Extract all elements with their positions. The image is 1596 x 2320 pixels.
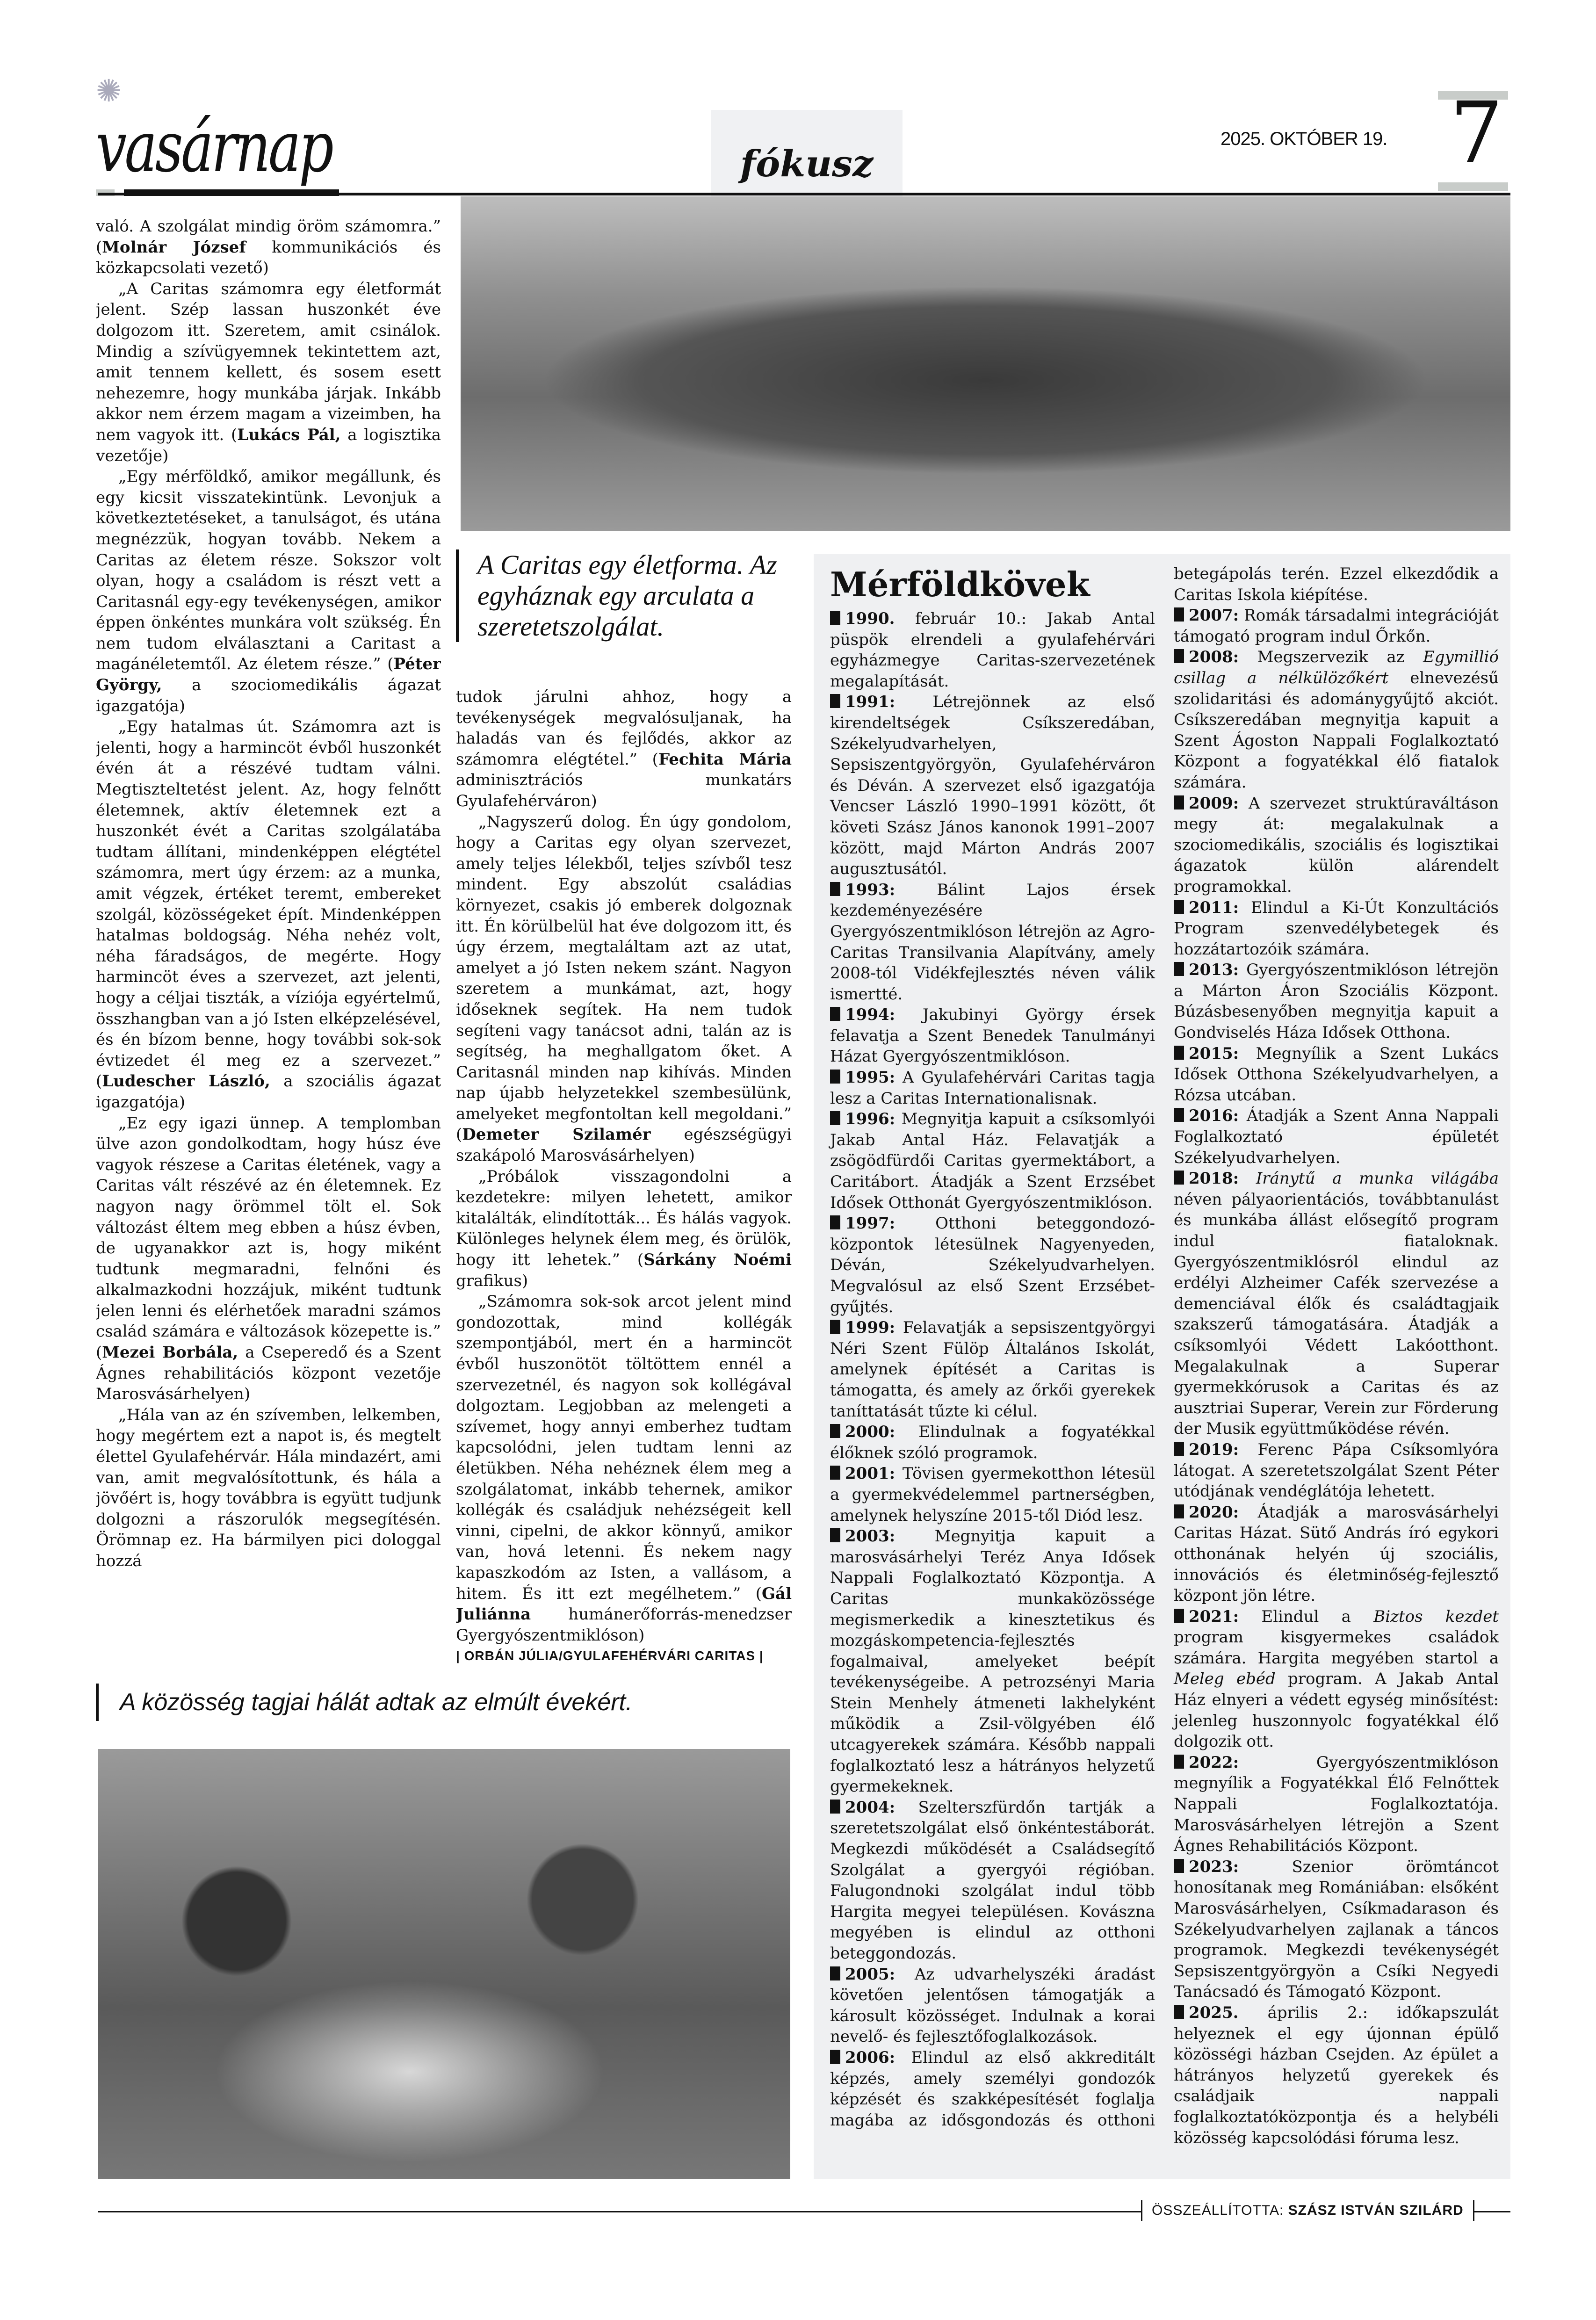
- article-column-2: [456, 687, 792, 1669]
- person-name: Lukács Pál,: [237, 425, 341, 444]
- text-run: Elindul az első akkreditált képzés, amely személyi gondozók képzését és szakképesítését foglalja magába az idősgondozás és otthoni betegápolás terén. Ezzel elkezdődik a Caritas Iskola kiépítése.: [830, 564, 1499, 2130]
- milestone-item: [1174, 1502, 1499, 1606]
- person-name: Mezei Borbála,: [102, 1343, 238, 1362]
- milestone-item: [830, 1067, 1155, 1109]
- bullet-square-icon: [830, 1215, 840, 1229]
- text-run: Elindulnak a fogyatékkal élőknek szóló programok.: [830, 1423, 1155, 1462]
- milestone-year: 1993:: [845, 880, 895, 899]
- pull-quote: A Caritas egy életforma. Az egyháznak egy arculata a szeretetszolgálat.: [456, 549, 790, 642]
- text-run: április 2.: időkapszulát helyeznek el egy újonnan épülő közösségi házban Csejden. Az épület a hátrányos helyzetű gyerekek és családjaik nappali foglalkoztatóközpontja és a helybéli közösség kapcsolódási fóruma lesz.: [1174, 2003, 1499, 2147]
- text-run: tudok járulni ahhoz, hogy a tevékenységek megvalósuljanak, ha haladás van és fejlődés, akkor az számomra elégtétel.” (: [456, 687, 792, 769]
- compiled-by-author: SZÁSZ ISTVÁN SZILÁRD: [1288, 2203, 1464, 2218]
- milestones-columns: [830, 564, 1499, 2172]
- bullet-square-icon: [830, 611, 840, 625]
- milestone-item: [1174, 1752, 1499, 1857]
- article-paragraph: [96, 1405, 441, 1572]
- milestone-year: 1991:: [845, 693, 895, 712]
- article-paragraph: [96, 466, 441, 716]
- text-run: elnevezésű szolidaritási és adománygyűjtő akciót. Csíkszeredában megnyitja kapuit a Szent Ágoston Nappali Foglalkoztató Központ a fogyatékkal élő fiatalok számára.: [1174, 668, 1499, 792]
- person-name: Demeter Szilamér: [462, 1125, 651, 1144]
- bullet-square-icon: [1174, 607, 1184, 622]
- text-run: „Számomra sok-sok arcot jelent mind gondozottak, mind kollégák szempontjából, mert én a harmincöt évből huszonötöt töltöttem ennél a szervezetnél, és nagyon sok kollégával dolgoztam. Legjobban az melengeti a szívemet, hogy annyi emberhez tudtam kapcsolódni, jelen tudtam lenni az életükben. Néha nehéznek élem meg a szolgálatomat, inkább tehernek, amikor kollégák és családjuk nehézségeit kell vinni, cipelni, de akkor könnyű, amikor van, hová letenni. És nekem nagy kapaszkodóm az Isten, a vallásom, a hitem. És itt ezt megélhetem.” (: [456, 1292, 792, 1603]
- milestone-year: 2011:: [1189, 898, 1239, 917]
- milestone-item: [1174, 647, 1499, 793]
- milestone-year: 2015:: [1189, 1044, 1239, 1063]
- milestone-item: [830, 1422, 1155, 1463]
- bullet-square-icon: [830, 1528, 840, 1542]
- milestone-year: 1994:: [845, 1005, 895, 1025]
- article-paragraph: [96, 716, 441, 1113]
- bullet-square-icon: [830, 1466, 840, 1480]
- bullet-square-icon: [830, 1007, 840, 1021]
- milestone-year: 2007:: [1189, 606, 1239, 625]
- program-title: Biztos kezdet: [1373, 1607, 1499, 1626]
- milestone-item: [830, 608, 1155, 692]
- text-run: Megnyitja kapuit a csíksomlyói Jakab Antal Ház. Felavatják a zsögödfürdői Caritas gyermektábort, a Caritábort. Átadják a Szent Erzsébet Idősek Otthonát Gyergyószentmiklóson.: [830, 1110, 1155, 1212]
- bullet-square-icon: [1174, 795, 1184, 809]
- text-run: Megnyílik a Szent Lukács Idősek Otthona Székelyudvarhelyen, a Rózsa utcában.: [1174, 1044, 1499, 1105]
- bullet-square-icon: [830, 1800, 840, 1814]
- milestone-year: 2003:: [845, 1527, 895, 1546]
- text-run: Az udvarhelyszéki áradást követően jelentősen támogatják a károsult közösséget. Indulnak a korai nevelő- és fejlesztőfoglalkozások.: [830, 1965, 1155, 2046]
- milestone-year: 1995:: [845, 1068, 895, 1087]
- person-name: Fechita Mária: [658, 750, 792, 769]
- milestone-year: 2006:: [845, 2048, 895, 2067]
- text-run: Romák társadalmi integrációját támogató program indul Őrkőn.: [1174, 606, 1499, 646]
- bullet-square-icon: [830, 694, 840, 708]
- text-run: egészségügyi szakápoló Marosvásárhelyen): [456, 1125, 792, 1165]
- community-photo: [98, 1749, 790, 2179]
- program-title: Meleg ebéd: [1174, 1670, 1276, 1689]
- bullet-square-icon: [1174, 1046, 1184, 1060]
- text-run: „A Caritas számomra egy életformát jelent. Szép lassan huszonkét éve dolgozom itt. Szeretem, amit csinálok. Mindig a szívügyemnek tekintettem azt, amit tennem kellett, és sosem esett nehezemre, hogy munkába járjak. Inkább akkor nem érzem magam a vizeimben, ha nem vagyok itt. (: [96, 279, 441, 444]
- milestone-year: 2001:: [845, 1464, 895, 1483]
- text-run: „Nagyszerű dolog. Én úgy gondolom, hogy a Caritas egy olyan szervezet, amely teljes lélekből, teljes szívből tesz mindent. Egy abszolút családias környezet, csakis jó emberek dolgoznak itt. Én körülbelül hat éve dolgozom itt, és úgy érzem, megtaláltam azt az utat, amelyet a jó Isten nekem szánt. Nagyon szeretem a munkámat, azt, hogy időseknek segítek. Ha nem tudok segíteni vagy tanácsot adni, talán az is segítség, ha meghallgatom őket. A Caritasnál minden nap kihívás. Minden nap újabb helyzetekkel szembesülünk, amelyeket megfontoltan kell megoldani.” (: [456, 812, 792, 1144]
- bullet-square-icon: [830, 1320, 840, 1334]
- milestone-item: [830, 1463, 1155, 1526]
- text-run: „Egy mérföldkő, amikor megállunk, és egy kicsit visszatekintünk. Levonjuk a következtetéseket, a tanulságot, és utána megnézzük, hogyan tovább. Nekem a Caritas az életem része. Sokszor volt olyan, hogy a családom is részt vett a Caritasnál egy-egy tevékenységen, amikor éppen önkéntes munkára volt szükség. Én nem tudom elválasztani a Caritast a magánéletemtől. Az életem része.” (: [96, 467, 441, 674]
- text-run: program kisgyermekes családok számára. Hargita megyében startol a: [1174, 1628, 1499, 1668]
- text-run: kommunikációs és közkapcsolati vezető): [96, 238, 441, 278]
- text-run: „Egy hatalmas út. Számomra azt is jelenti, hogy a harmincöt évből huszonkét évén át a részévé tudtam válni. Megtiszteltetést jelent. Az, hogy felnőtt életemnek, aktív életemnek ezt a huszonkét évét a Caritas szolgálatába tudtam állítani, mindenképpen elégtétel számomra, mert úgy érzem: az a munka, amit végzek, értéket teremt, embereket szolgál, közösségeket épít. Mindenképpen hatalmas boldogság. Néha nehéz volt, néha fáradságos, de megérte. Hogy harmincöt éves a szervezet, azt jelenti, hogy a céljai tiszták, a víziója egyértelmű, összhangban van a jó Isten elképzelésével, és én bízom benne, hogy további sok-sok évtizedet él meg ez a szervezet.” (: [96, 717, 441, 1091]
- article-paragraph: [96, 279, 441, 466]
- text-run: Átadják a Szent Anna Nappali Foglalkoztató épületét Székelyudvarhelyen.: [1174, 1106, 1499, 1167]
- milestone-year: 2005:: [845, 1965, 895, 1984]
- milestone-year: 1990.: [845, 609, 895, 628]
- milestone-item: [1174, 2002, 1499, 2148]
- milestone-year: 2023:: [1189, 1857, 1239, 1876]
- group-photo: [461, 196, 1510, 531]
- article-byline: | ORBÁN JÚLIA/GYULAFEHÉRVÁRI CARITAS |: [456, 1648, 764, 1663]
- milestones-list: [830, 564, 1499, 2172]
- milestone-year: 2013:: [1189, 961, 1239, 980]
- milestone-item: [1174, 1168, 1499, 1439]
- milestone-item: [830, 1317, 1155, 1422]
- text-run: A Gyulafehérvári Caritas tagja lesz a Caritas Internationalisnak.: [830, 1068, 1155, 1108]
- milestone-item: [1174, 605, 1499, 647]
- person-name: Gál Juliánna: [456, 1584, 792, 1624]
- section-label: fókusz: [740, 143, 874, 185]
- bullet-square-icon: [1174, 1859, 1184, 1873]
- text-run: Tövisen gyermekotthon létesül a gyermekvédelemmel partnerségben, amelynek helyszíne 2015-től Diód lesz.: [830, 1464, 1155, 1525]
- text-run: Elindul a: [1239, 1607, 1374, 1626]
- person-name: Molnár József: [102, 238, 246, 257]
- text-run: a logisztika vezetője): [96, 425, 441, 465]
- text-run: Felavatják a sepsiszentgyörgyi Néri Szent Fülöp Általános Iskolát, amelynek építését a Caritas is támogatta, és amely az őrkői gyerekek taníttatását tűzte ki célul.: [830, 1318, 1155, 1421]
- issue-date: 2025. OKTÓBER 19.: [1220, 129, 1387, 149]
- article-paragraph: [96, 216, 441, 279]
- text-run: program. A Jakab Antal Ház elnyeri a védett egység minősítést: jelenleg huszonnyolc fogyatékkal élő dolgozik ott.: [1174, 1670, 1499, 1751]
- text-run: „Hála van az én szívemben, lelkemben, hogy megértem ezt a napot is, és megtelt élettel Gyulafehérvár. Hála mindazért, ami van, amit megvalósítottunk, és hála a jövőért is, hogy továbbra is együtt tudjunk dolgozni a rászorulók megsegítésén. Örömnap ez. Ha bármilyen pici dologgal hozzá: [96, 1405, 441, 1570]
- article-paragraph: [456, 687, 792, 812]
- bullet-square-icon: [830, 1424, 840, 1438]
- bullet-square-icon: [1174, 962, 1184, 976]
- milestone-item: [1174, 1043, 1499, 1106]
- bullet-square-icon: [1174, 1108, 1184, 1122]
- header-rule: [98, 193, 1510, 195]
- text-run: néven pályaorientációs, továbbtanulást és munkába állást elősegítő program indul fiataloknak. Gyergyószentmiklósról elindul az erdélyi Alzheimer Cafék szervezése a demenciával élők és családtagjaik szakszerű támogatására. Átadják a csíksomlyói Védett Lakóotthont. Megalakulnak a Superar gyermekkórusok a Caritas és az ausztriai Superar, Verein zur Förderung der Musik együttműködése révén.: [1174, 1190, 1499, 1438]
- text-run: grafikus): [456, 1271, 528, 1290]
- milestone-year: 1999:: [845, 1318, 895, 1337]
- milestone-year: 2019:: [1189, 1440, 1239, 1459]
- text-run: a Cseperedő és a Szent Ágnes rehabilitációs központ vezetője Marosvásárhelyen): [96, 1343, 441, 1404]
- milestone-item: [1174, 960, 1499, 1043]
- bullet-square-icon: [1174, 649, 1184, 663]
- article-column-1: [96, 216, 441, 1670]
- text-run: a szociomedikális ágazat igazgatója): [96, 676, 441, 716]
- article-paragraph: [456, 1291, 792, 1646]
- milestone-year: 2008:: [1189, 648, 1239, 667]
- text-run: Gyergyószentmiklóson létrejön a Márton Áron Szociális Központ. Búzásbesenyőben megnyitja kapuit a Gondviselés Háza Idősek Otthona.: [1174, 961, 1499, 1042]
- milestone-year: 1997:: [845, 1214, 895, 1233]
- person-name: Ludescher László,: [102, 1072, 270, 1091]
- text-run: „Próbálok visszagondolni a kezdetekre: milyen lehetett, amikor kitalálták, elindították... És hálás vagyok. Különleges helynek élem meg, és örülök, hogy itt lehetek.” (: [456, 1167, 792, 1270]
- bullet-square-icon: [830, 1111, 840, 1125]
- text-run: Jakubinyi György érsek felavatja a Szent Benedek Tanulmányi Házat Gyergyószentmiklóson.: [830, 1005, 1155, 1066]
- milestone-year: 2021:: [1189, 1607, 1239, 1626]
- text-run: „Ez egy igazi ünnep. A templomban ülve azon gondolkodtam, hogy húsz éve vagyok részese a Caritas életének, vagy a Caritas vált részévé az én életemnek. Ez nagyon nagy örömmel tölt el. Sok változást éltem meg ebben a húsz évben, de ugyanakkor azt is, hogy miként tudtunk megmaradni, felnőni és alkalmazkodni hozzájuk, miként tudtunk jelen lenni és elérhetőek maradni számos család számára e változások közepette is.” (: [96, 1113, 441, 1362]
- text-run: Ferenc Pápa Csíksomlyóra látogat. A szeretetszolgálat Szent Péter utódjának vendéglátója lehetett.: [1174, 1440, 1499, 1501]
- bullet-square-icon: [1174, 1171, 1184, 1185]
- compiled-by-label: ÖSSZEÁLLÍTOTTA:: [1152, 2203, 1284, 2218]
- milestone-year: 2018:: [1189, 1169, 1239, 1188]
- text-run: Otthoni beteggondozó-központok létesülnek Nagyenyeden, Déván, Székelyudvarhelyen. Megvalósul az első Szent Erzsébet-gyűjtés.: [830, 1214, 1155, 1316]
- masthead-logo: [96, 73, 348, 206]
- text-run: Szenior örömtáncot honosítanak meg Romániában: elsőként Marosvásárhelyen, Csíkmadarason és Székelyudvarhelyen zajlanak a táncos programok. Megkezdi tevékenységét Sepsiszentgyörgyön a Csíki Negyedi Tanácsadó és Támogató Központ.: [1174, 1857, 1499, 2002]
- milestone-item: [830, 880, 1155, 1005]
- text-run: humánerőforrás-menedzser Gyergyószentmiklóson): [456, 1605, 792, 1645]
- text-run: adminisztrációs munkatárs Gyulafehérváron): [456, 771, 792, 810]
- milestone-year: 2000:: [845, 1423, 895, 1442]
- text-run: [1239, 1169, 1256, 1188]
- bullet-square-icon: [1174, 900, 1184, 914]
- milestone-item: [1174, 1439, 1499, 1502]
- text-run: Megnyitja kapuit a marosvásárhelyi Teréz Anya Idősek Nappali Foglalkoztató Központja. A Caritas munkaközössége megismerkedik a kinesztetikus és mozgáskompetencia-fejlesztés fogalmaival, amelyeket beépít tevékenységeibe. A petrozsényi Maria Stein Menhely átmeneti lakhelyként működik a Zsil-völgyében élő utcagyerekek számára. Később nappali foglalkoztató lesz a hátrányos helyzetű gyermekeknek.: [830, 1527, 1155, 1796]
- text-run: Megszervezik az: [1239, 648, 1423, 667]
- photo-caption: A közösség tagjai hálát adtak az elmúlt évekért.: [96, 1684, 793, 1721]
- sunburst-icon: ✺: [96, 73, 122, 109]
- milestone-item: [1174, 1606, 1499, 1752]
- article-paragraph: [456, 1166, 792, 1292]
- bullet-square-icon: [830, 2050, 840, 2064]
- person-name: Sárkány Noémi: [643, 1250, 792, 1270]
- page-number-box: [1438, 84, 1508, 185]
- article-paragraph: [96, 1113, 441, 1405]
- bullet-square-icon: [1174, 1504, 1184, 1518]
- milestone-year: 2004:: [845, 1798, 895, 1817]
- milestone-item: [830, 1964, 1155, 2047]
- program-title: Iránytű a munka világába: [1256, 1169, 1499, 1188]
- bullet-square-icon: [1174, 1609, 1184, 1623]
- text-run: A szervezet struktúraváltáson megy át: megalakulnak a szociomedikális, szociális és logisztikai ágazatok külön alárendelt programokkal.: [1174, 794, 1499, 896]
- compiled-by: [1141, 2200, 1474, 2221]
- program-title: Egymillió csillag a nélkülözőkért: [1174, 648, 1499, 687]
- milestone-item: [830, 1109, 1155, 1213]
- person-name: Péter György,: [96, 655, 441, 695]
- milestone-item: [830, 1526, 1155, 1797]
- milestone-year: 2025.: [1189, 2003, 1239, 2022]
- bullet-square-icon: [1174, 2005, 1184, 2019]
- text-run: február 10.: Jakab Antal püspök elrendeli a gyulafehérvári egyházmegye Caritas-szervezetének megalapítását.: [830, 609, 1155, 691]
- text-run: Elindul a Ki-Út Konzultációs Program szenvedélybetegek és hozzátartozóik számára.: [1174, 898, 1499, 959]
- text-run: Létrejönnek az első kirendeltségek Csíkszeredában, Székelyudvarhelyen, Sepsiszentgyörgyön, Gyulafehérváron és Déván. A szervezet első igazgatója Vencser László 1990–1991 között, őt követi Szász János kanonok 1991–2007 között, majd Márton András 2007 augusztusától.: [830, 693, 1155, 879]
- milestone-item: [1174, 897, 1499, 960]
- bullet-square-icon: [830, 1966, 840, 1980]
- page-number-bar-bottom: [1438, 182, 1508, 191]
- text-run: Bálint Lajos érsek kezdeményezésére Gyergyószentmiklóson létrejön az Agro-Caritas Transilvania Alapítvány, amely 2008-tól Vidékfejlesztés néven válik ismertté.: [830, 880, 1155, 1004]
- milestone-item: [830, 1213, 1155, 1317]
- text-run: Átadják a marosvásárhelyi Caritas Házat. Sütő András író egykori otthonának helyén új szociális, innovációs és életminőség-fejlesztő központ jön létre.: [1174, 1503, 1499, 1605]
- bullet-square-icon: [1174, 1442, 1184, 1456]
- milestone-item: [1174, 1857, 1499, 2002]
- milestone-item: [830, 692, 1155, 879]
- text-run: a szociális ágazat igazgatója): [96, 1072, 441, 1112]
- milestone-year: 2020:: [1189, 1503, 1239, 1522]
- milestone-item: [1174, 793, 1499, 897]
- bullet-square-icon: [830, 1070, 840, 1084]
- milestone-year: 1996:: [845, 1110, 895, 1129]
- text-run: Gyergyószentmiklóson megnyílik a Fogyatékkal Élő Felnőttek Nappali Foglalkoztatója. Marosvásárhelyen létrejön a Szent Ágnes Rehabilitációs Központ.: [1174, 1753, 1499, 1856]
- text-run: Szelterszfürdőn tartják a szeretetszolgálat első önkéntestáborát. Megkezdi működését a Családsegítő Szolgálat a gyergyói régióban. Falugondnoki szolgálat indul több Hargita megyei településen. Kovászna megyében is elindul az otthoni beteggondozás.: [830, 1798, 1155, 1963]
- logo-text: vasárnap: [96, 107, 332, 188]
- milestones-sidebar: [814, 554, 1510, 2179]
- page-number: 7: [1450, 84, 1503, 182]
- milestones-title: Mérföldkövek: [830, 564, 1090, 604]
- milestone-year: 2016:: [1189, 1106, 1239, 1126]
- text-run: való. A szolgálat mindig öröm számomra.” (: [96, 217, 441, 257]
- bullet-square-icon: [830, 882, 840, 896]
- bullet-square-icon: [1174, 1755, 1184, 1769]
- milestone-item: [830, 1005, 1155, 1067]
- milestone-year: 2022:: [1189, 1753, 1239, 1772]
- milestone-item: [830, 1797, 1155, 1964]
- article-paragraph: [456, 812, 792, 1166]
- milestone-item: [1174, 1106, 1499, 1168]
- milestone-year: 2009:: [1189, 794, 1239, 813]
